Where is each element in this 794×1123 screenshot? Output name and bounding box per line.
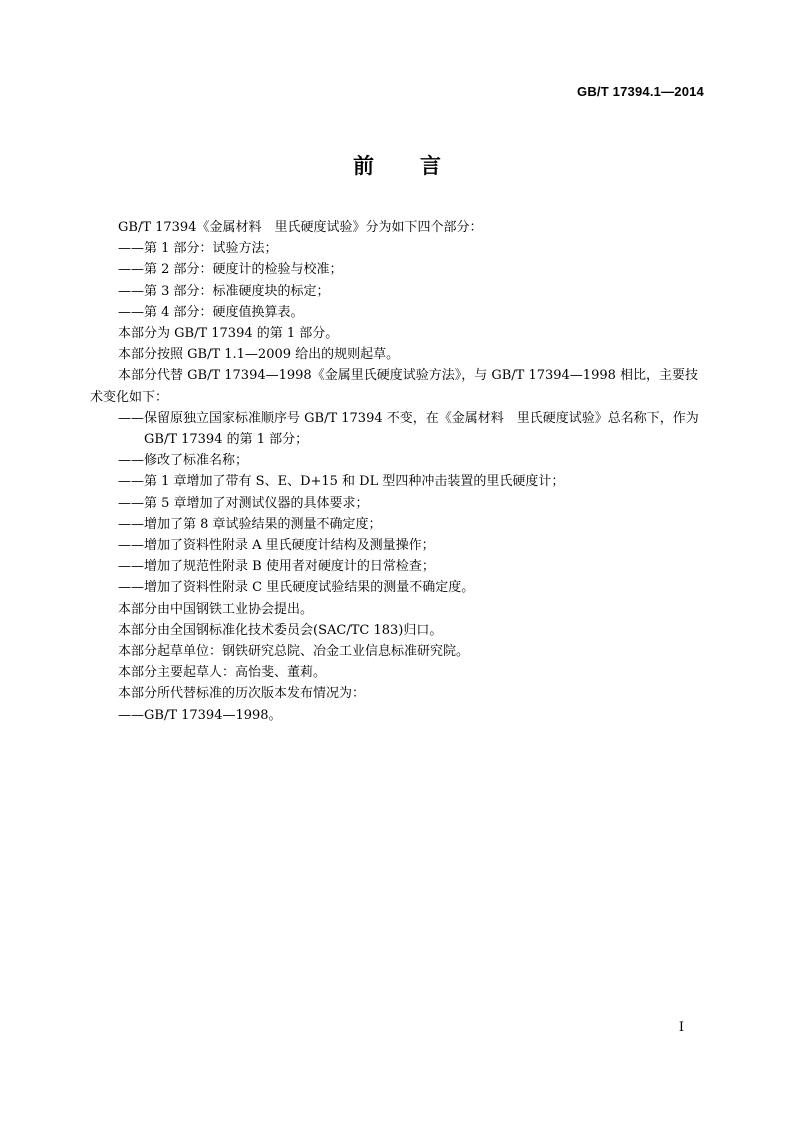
change-item: ——增加了资料性附录 A 里氏硬度计结构及测量操作； [118, 538, 435, 554]
change-item: ——第 1 章增加了带有 S、E、D+15 和 DL 型四种冲击装置的里氏硬度计； [118, 474, 565, 490]
change-item: ——增加了规范性附录 B 使用者对硬度计的日常检查； [118, 559, 435, 575]
part-item: ——第 4 部分：硬度值换算表。 [118, 304, 304, 320]
change-item: ——保留原独立国家标准顺序号 GB/T 17394 不变，在《金属材料 里氏硬度试验》总名称下，作为 GB/T 17394 的第 1 部分； [118, 410, 699, 448]
change-item: ——增加了资料性附录 C 里氏硬度试验结果的测量不确定度。 [118, 580, 475, 596]
history-item: ——GB/T 17394—1998。 [118, 707, 282, 723]
page-title: 前言 [353, 154, 487, 178]
change-item: ——增加了第 8 章试验结果的测量不确定度； [118, 516, 382, 532]
drafters-line: 本部分主要起草人：高怡斐、董莉。 [118, 665, 327, 681]
history-intro-line: 本部分所代替标准的历次版本发布情况为： [118, 686, 366, 702]
proposer-line: 本部分由中国钢铁工业协会提出。 [118, 601, 314, 617]
change-item: ——修改了标准名称； [118, 453, 249, 469]
document-body [90, 217, 706, 726]
part-item: ——第 2 部分：硬度计的检验与校准； [118, 262, 343, 278]
part-item: ——第 1 部分：试验方法； [118, 241, 278, 257]
page-number: I [678, 1020, 684, 1035]
drafting-units-line: 本部分起草单位：钢铁研究总院、冶金工业信息标准研究院。 [118, 644, 470, 660]
part-item: ——第 3 部分：标准硬度块的标定； [118, 283, 330, 299]
part-statement: 本部分为 GB/T 17394 的第 1 部分。 [118, 326, 339, 342]
standard-code: GB/T 17394.1—2014 [577, 84, 704, 99]
change-item: ——第 5 章增加了对测试仪器的具体要求； [118, 495, 369, 511]
replacement-paragraph: 本部分代替 GB/T 17394—1998《金属里氏硬度试验方法》，与 GB/T 17394—1998 相比，主要技术变化如下： [90, 368, 699, 405]
committee-line: 本部分由全国钢标准化技术委员会(SAC/TC 183)归口。 [118, 622, 443, 638]
intro-line: GB/T 17394《金属材料 里氏硬度试验》分为如下四个部分： [118, 220, 483, 235]
drafting-rule: 本部分按照 GB/T 1.1—2009 给出的规则起草。 [118, 347, 400, 363]
